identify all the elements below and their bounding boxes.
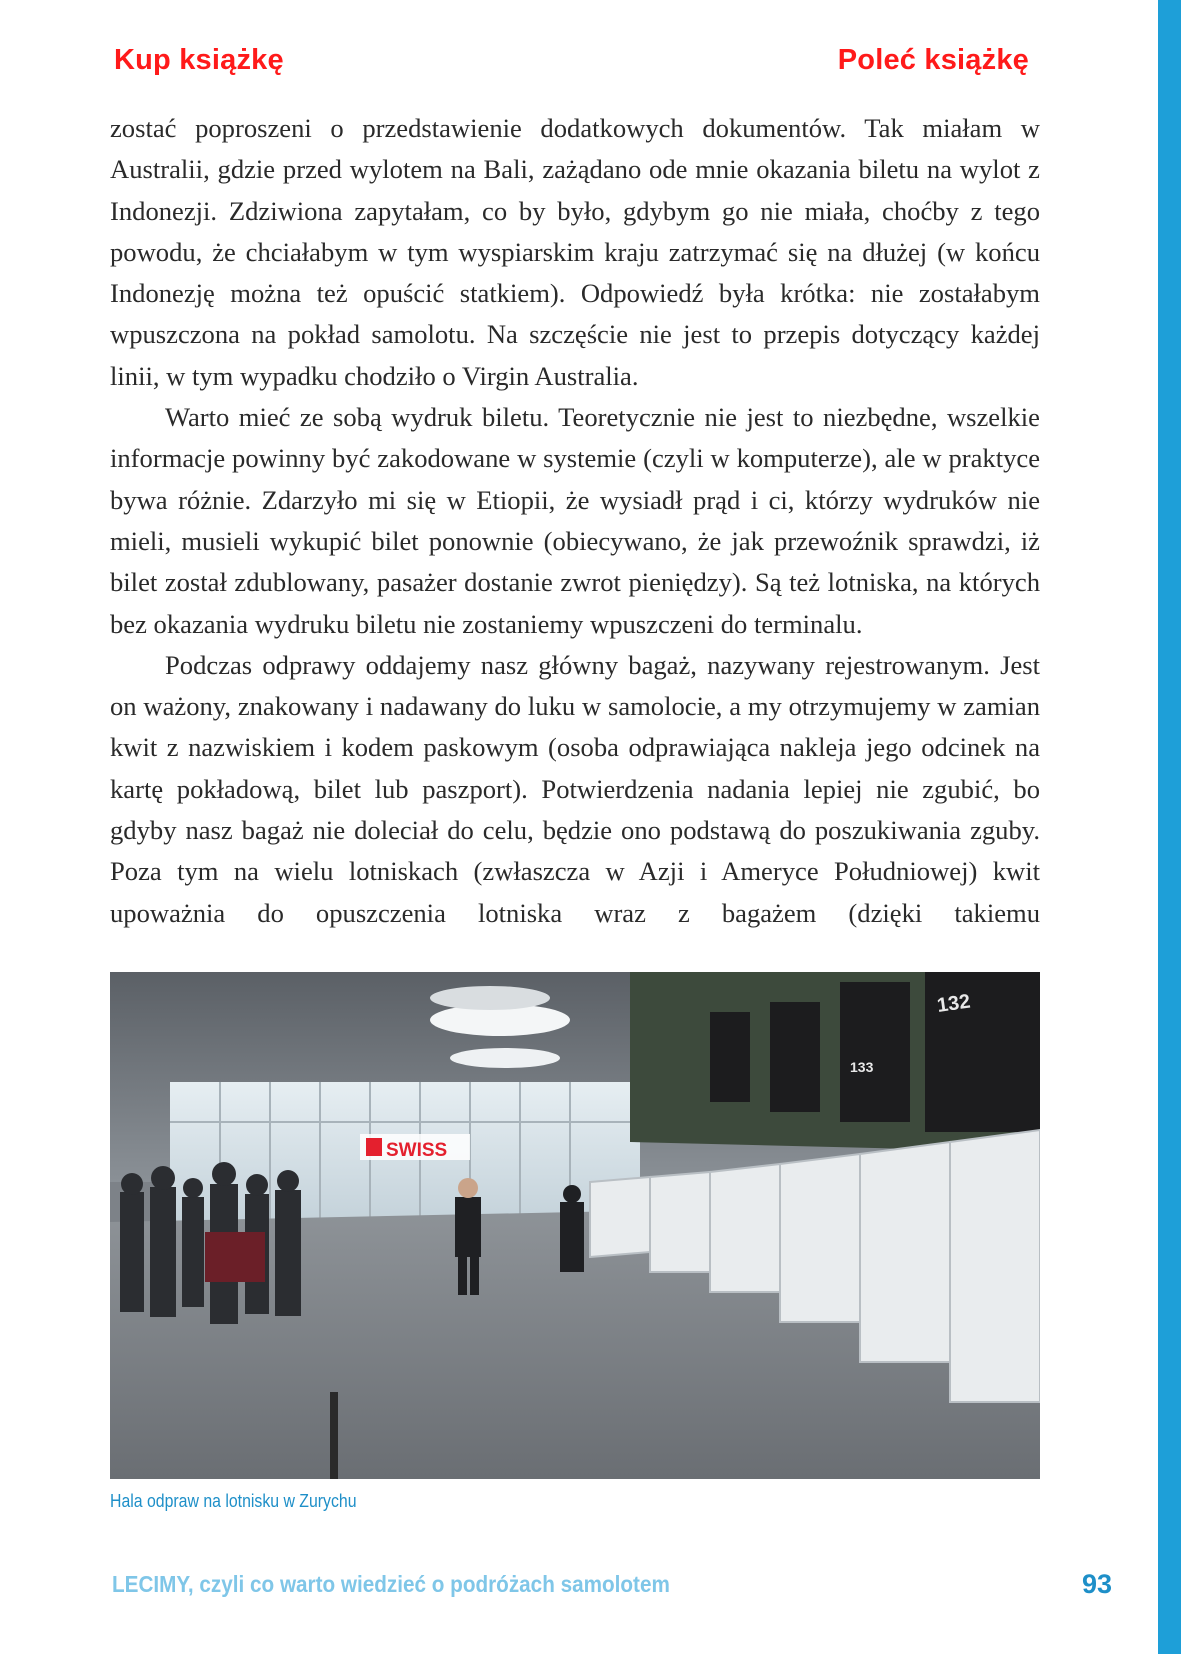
paragraph-1: zostać poproszeni o przedstawienie dodatkowych dokumentów. Tak miałam w Australii, gdzie przed wylotem na Bali, zażądano ode mnie okazania biletu na wylot z Indonezji. Zdziwiona zapytałam, co by było, gdybym go nie miała, choćby z tego powodu, że chciałabym w tym wyspiarskim kraju zatrzymać się na dłużej (w końcu Indonezję można też opuścić statkiem). Odpowiedź była krótka: nie zostałabym wpuszczona na pokład samolotu. Na szczęście nie jest to przepis dotyczący każdej linii, w tym wypadku chodziło o Virgin Australia.	[110, 113, 1040, 391]
counter-number-label: 132	[935, 990, 972, 1017]
page-number: 93	[1082, 1569, 1113, 1599]
swiss-sign-text: SWISS	[386, 1140, 448, 1161]
airport-check-in-photo	[110, 972, 1040, 1479]
recommend-book-link[interactable]: Poleć książkę	[837, 44, 1029, 76]
body-text	[110, 108, 1040, 934]
buy-book-link[interactable]: Kup książkę	[114, 44, 284, 76]
photo-caption: Hala odpraw na lotnisku w Zurychu	[110, 1491, 357, 1511]
paragraph-2: Warto mieć ze sobą wydruk biletu. Teoretycznie nie jest to niezbędne, wszelkie informacje powinny być zakodowane w systemie (czyli w komputerze), ale w praktyce bywa różnie. Zdarzyło mi się w Etiopii, że wysiadł prąd i ci, którzy wydruków nie mieli, musieli wykupić bilet ponownie (obiecywano, że jak przewoźnik sprawdzi, iż bilet został zdublowany, pasażer dostanie zwrot pieniędzy). Są też lotniska, na których bez okazania wydruku biletu nie zostaniemy wpuszczeni do terminalu.	[110, 402, 1040, 639]
paragraph-3: Podczas odprawy oddajemy nasz główny bagaż, nazywany rejestrowanym. Jest on ważony, znakowany i nadawany do luku w samolocie, a my otrzymujemy w zamian kwit z nazwiskiem i kodem paskowym (osoba odprawiająca nakleja jego odcinek na kartę pokładową, bilet lub paszport). Potwierdzenia nadania lepiej nie zgubić, bo gdyby nasz bagaż nie doleciał do celu, będzie ono podstawą do poszukiwania zguby. Poza tym na wielu lotniskach (zwłaszcza w Azji i Ameryce Południowej) kwit upoważnia do opuszczenia lotniska wraz z bagażem (dzięki takiemu	[110, 649, 1040, 928]
side-color-bar	[1158, 0, 1181, 1654]
running-footer-title: LECIMY, czyli co warto wiedzieć o podróżach samolotem	[112, 1571, 670, 1597]
counter-number-label-2: 133	[850, 1059, 874, 1075]
